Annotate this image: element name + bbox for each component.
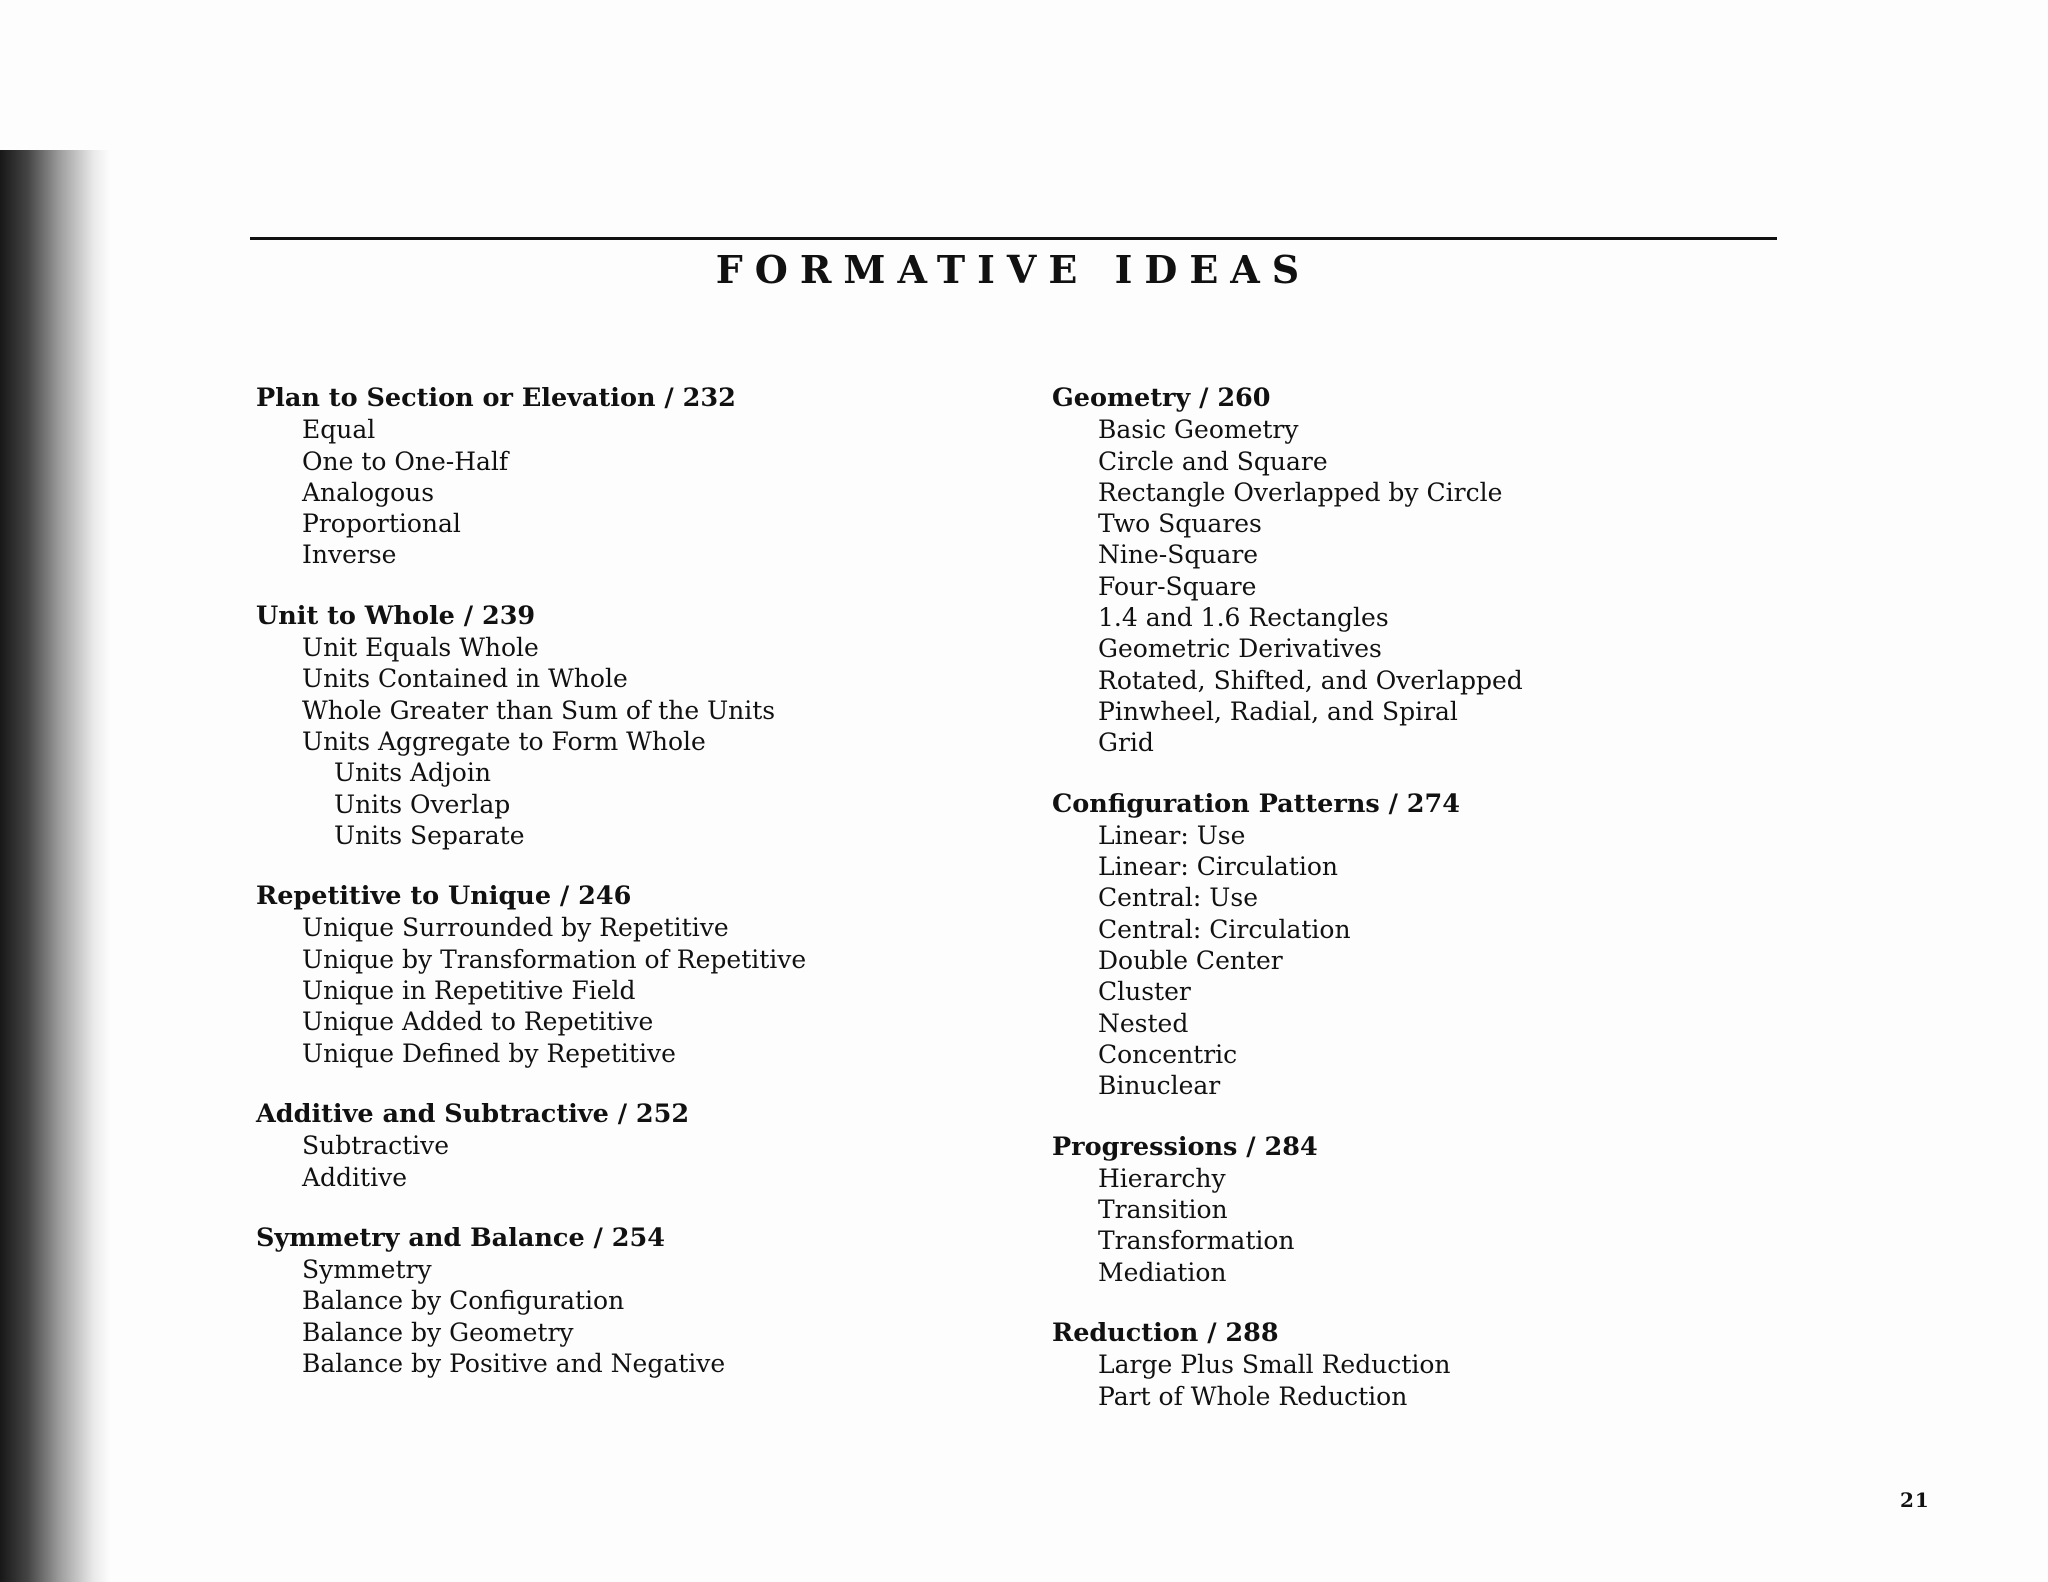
section-geometry — [1052, 383, 1812, 759]
list-item: Hierarchy — [1098, 1163, 1226, 1193]
section-heading: Unit to Whole / 239 — [256, 600, 536, 631]
list-item: Transformation — [1098, 1226, 1295, 1256]
list-item: Basic Geometry — [1098, 415, 1299, 445]
section-heading: Symmetry and Balance / 254 — [256, 1222, 665, 1253]
list-item: Pinwheel, Radial, and Spiral — [1098, 696, 1458, 726]
list-item: Analogous — [302, 477, 435, 507]
list-item: Rotated, Shifted, and Overlapped — [1098, 665, 1523, 695]
list-item: Central: Use — [1098, 883, 1258, 913]
list-item: Rectangle Overlapped by Circle — [1098, 477, 1503, 507]
list-item: Circle and Square — [1098, 446, 1328, 476]
section-heading: Repetitive to Unique / 246 — [256, 881, 632, 912]
list-item: Inverse — [302, 540, 397, 570]
section-heading: Reduction / 288 — [1052, 1318, 1279, 1349]
list-item: Unit Equals Whole — [302, 633, 539, 663]
list-item: Balance by Configuration — [302, 1286, 625, 1316]
list-item: Linear: Circulation — [1098, 852, 1338, 882]
list-item: Balance by Positive and Negative — [302, 1349, 726, 1379]
list-item: Additive — [302, 1162, 408, 1192]
list-item: Binuclear — [1098, 1071, 1221, 1101]
list-subitem: Units Adjoin — [334, 758, 491, 788]
section-plan-to-section — [256, 383, 1016, 571]
list-subitem: Units Overlap — [334, 789, 511, 819]
section-symmetry-balance — [256, 1223, 1016, 1379]
section-progressions — [1052, 1132, 1812, 1288]
list-item: Central: Circulation — [1098, 914, 1351, 944]
list-item: Units Contained in Whole — [302, 664, 628, 694]
list-item: Nine-Square — [1098, 540, 1259, 570]
list-item: Unique in Repetitive Field — [302, 976, 636, 1006]
list-item: Double Center — [1098, 946, 1283, 976]
list-item: Linear: Use — [1098, 820, 1246, 850]
list-item: Subtractive — [302, 1131, 450, 1161]
section-reduction — [1052, 1318, 1812, 1412]
title-rule — [250, 237, 1777, 240]
list-item: Large Plus Small Reduction — [1098, 1350, 1451, 1380]
list-item: Proportional — [302, 509, 461, 539]
left-column — [256, 383, 1016, 1409]
section-repetitive-to-unique — [256, 881, 1016, 1069]
list-item: Balance by Geometry — [302, 1317, 574, 1347]
list-item: Symmetry — [302, 1255, 432, 1285]
list-item: Unique Added to Repetitive — [302, 1007, 654, 1037]
list-item: Mediation — [1098, 1257, 1227, 1287]
section-configuration-patterns — [1052, 789, 1812, 1102]
section-heading: Plan to Section or Elevation / 232 — [256, 383, 736, 413]
section-heading: Additive and Subtractive / 252 — [256, 1098, 690, 1129]
list-item: Geometric Derivatives — [1098, 634, 1382, 664]
list-item: Grid — [1098, 728, 1154, 758]
section-heading: Progressions / 284 — [1052, 1131, 1318, 1162]
list-item: Unique Surrounded by Repetitive — [302, 913, 729, 943]
section-unit-to-whole — [256, 601, 1016, 851]
list-item: Transition — [1098, 1195, 1228, 1225]
list-item: Units Aggregate to Form Whole — [302, 726, 706, 756]
list-item: Four-Square — [1098, 571, 1257, 601]
section-heading: Geometry / 260 — [1052, 383, 1271, 413]
list-item: Part of Whole Reduction — [1098, 1381, 1408, 1411]
list-item: Equal — [302, 415, 376, 445]
section-additive-subtractive — [256, 1099, 1016, 1193]
binding-shadow — [0, 150, 110, 1582]
list-item: Concentric — [1098, 1039, 1238, 1069]
list-item: Unique by Transformation of Repetitive — [302, 944, 807, 974]
list-item: Cluster — [1098, 977, 1191, 1007]
list-item: Two Squares — [1098, 509, 1262, 539]
list-item: 1.4 and 1.6 Rectangles — [1098, 603, 1389, 633]
list-item: One to One-Half — [302, 446, 509, 476]
list-item: Whole Greater than Sum of the Units — [302, 695, 776, 725]
list-subitem: Units Separate — [334, 820, 525, 850]
list-item: Nested — [1098, 1008, 1189, 1038]
page-number: 21 — [1900, 1488, 1930, 1512]
page-title: FORMATIVE IDEAS — [715, 247, 1312, 292]
right-column — [1052, 383, 1812, 1442]
list-item: Unique Defined by Repetitive — [302, 1038, 676, 1068]
section-heading: Configuration Patterns / 274 — [1052, 788, 1461, 819]
